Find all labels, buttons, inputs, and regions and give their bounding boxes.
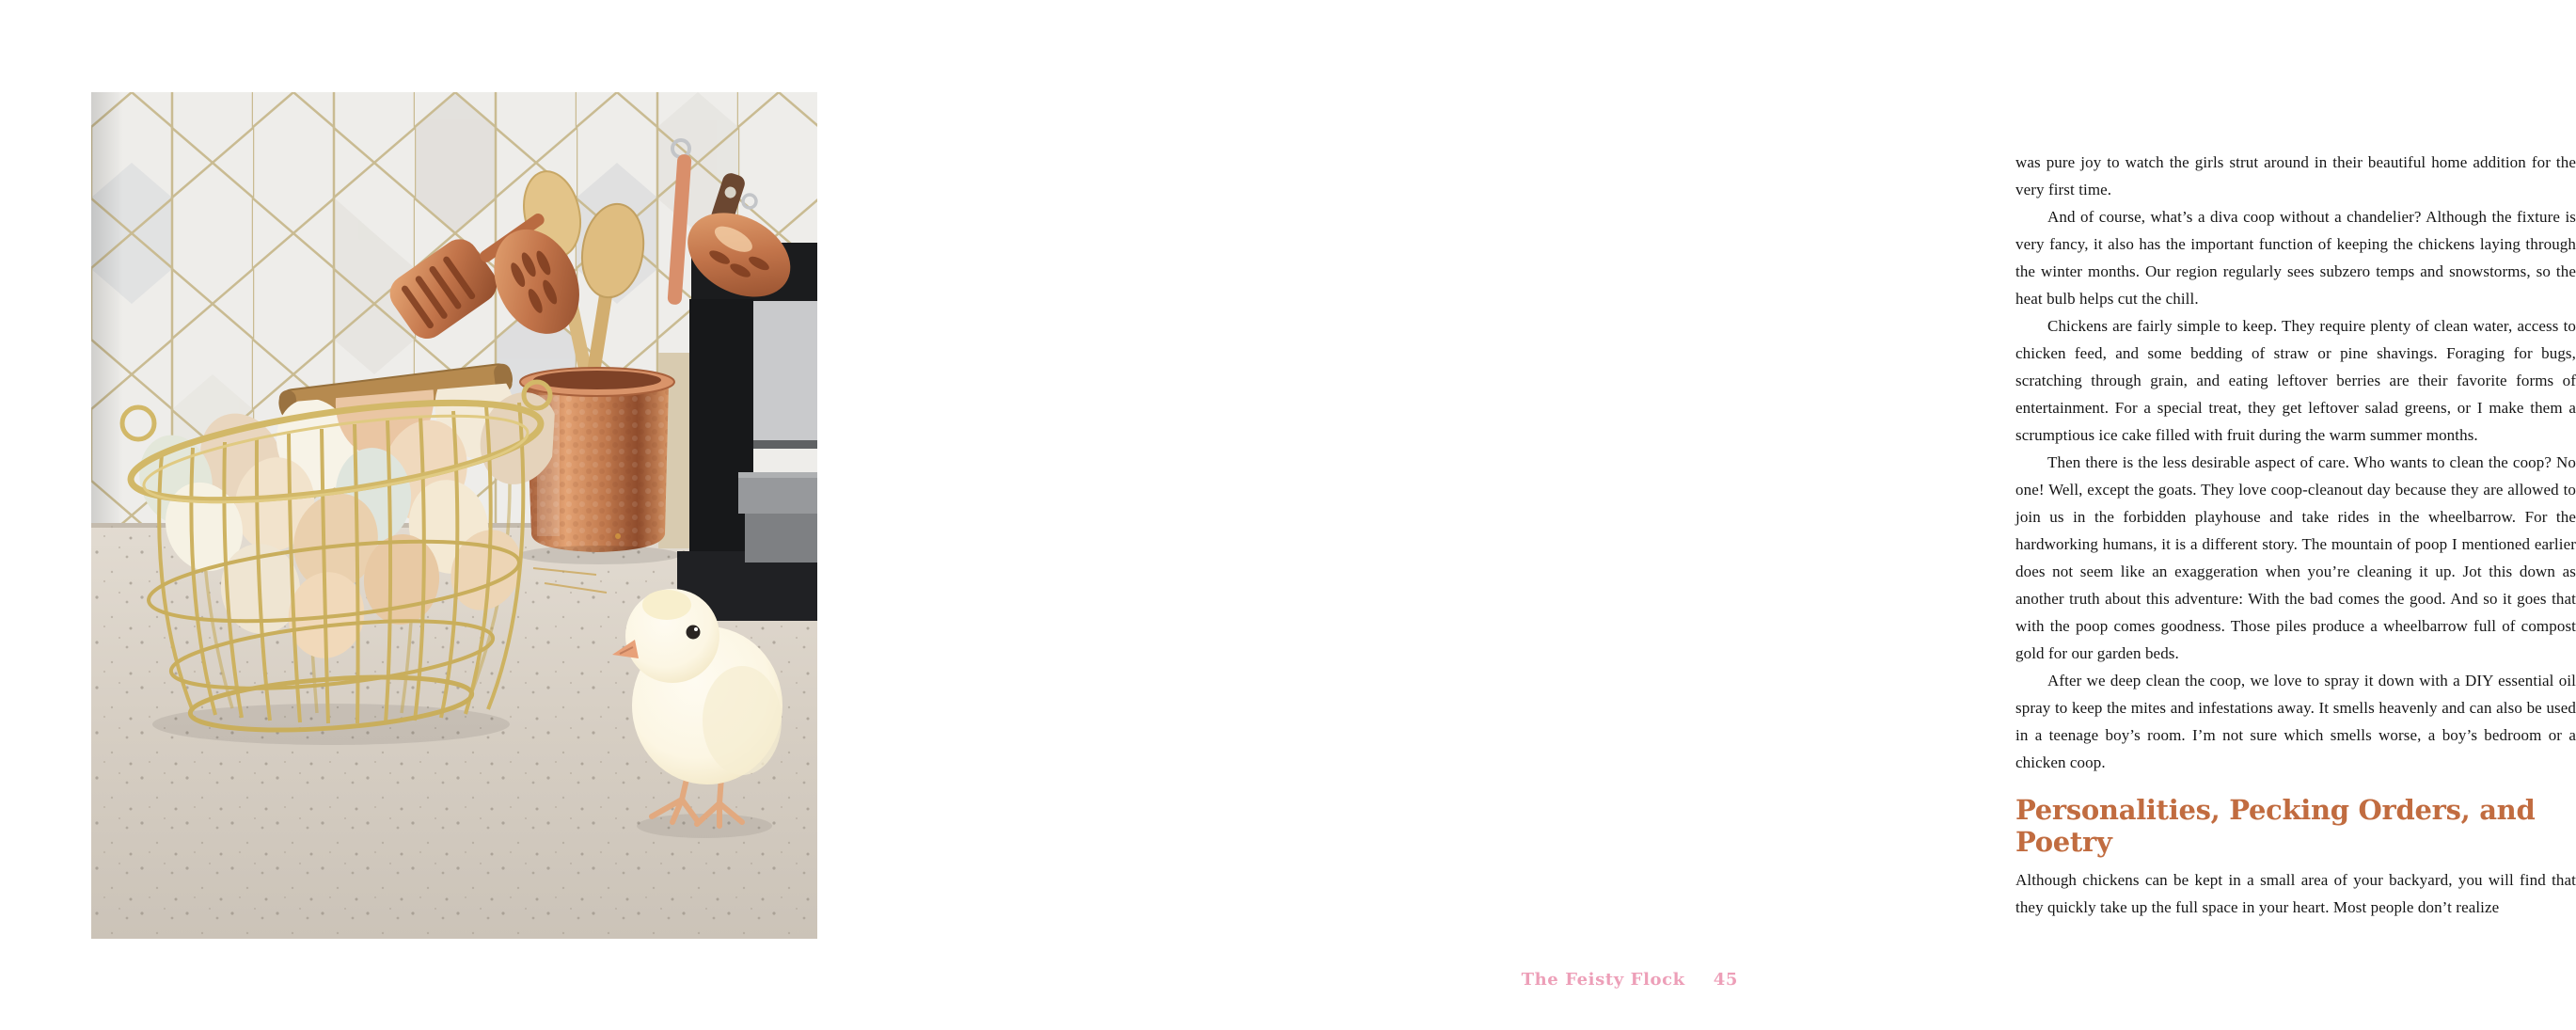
page-number: 45 [1713,970,1738,990]
kitchen-photo-art [91,92,817,939]
left-page [0,0,915,1030]
page-footer [1522,970,1738,990]
body-paragraph: Then there is the less desirable aspect of care. Who wants to clean the coop? No one! Well, except the goats. They love coop-cleanout day because they are allowed to join us in the forbidden playhouse and take rides in the wheelbarrow. For the hardworking humans, it is a different story. The mountain of poop I mentioned earlier does not seem like an exaggeration when you’re cleaning it up. Jot this down as another truth about this adventure: With the bad comes the good. And so it goes that with the poop comes goodness. Those piles produce a wheelbarrow full of compost gold for our garden beds. [2015,453,2576,662]
chick-eye [687,626,701,640]
body-text-column [2015,149,2576,921]
running-head: The Feisty Flock [1521,970,1685,990]
body-paragraph: Chickens are fairly simple to keep. They require plenty of clean water, access to chicken feed, and some bedding of straw or pine shavings. Foraging for bugs, scratching through grain, and eating leftover berries are their favorite forms of entertainment. For a special treat, they get leftover salad greens, or I make them a scrumptious ice cake filled with fruit during the warm summer months. [2015,317,2576,444]
body-paragraph: was pure joy to watch the girls strut around in their beautiful home addition for the very first time. [2015,153,2576,198]
right-page [915,0,2576,1030]
body-paragraph: And of course, what’s a diva coop without a chandelier? Although the fixture is very fancy, it also has the important function of keeping the chickens laying through the winter months. Our region regularly sees subzero temps and snowstorms, so the heat bulb helps cut the chill. [2015,208,2576,308]
section-heading: Personalities, Pecking Orders, and Poetry [2015,794,2536,858]
kitchen-photo [91,92,817,939]
body-paragraph: After we deep clean the coop, we love to spray it down with a DIY essential oil spray to keep the mites and infestations away. It smells heavenly and can also be used in a teenage boy’s room. I’m not sure which smells worse, a boy’s bedroom or a chicken coop. [2015,672,2576,771]
body-paragraph: Although chickens can be kept in a small area of your backyard, you will find that they quickly take up the full space in your heart. Most people don’t realize [2015,871,2576,916]
